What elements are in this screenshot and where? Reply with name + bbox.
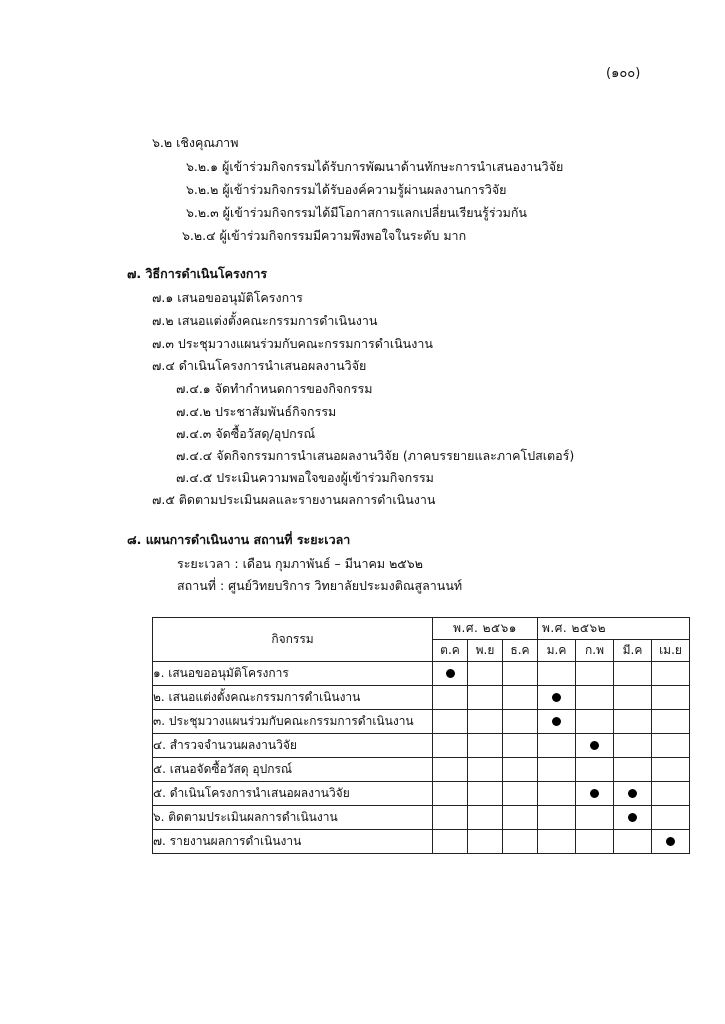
schedule-cell [503,806,538,830]
table-row [153,710,690,734]
schedule-cell [614,806,652,830]
section-7-item: ๗.๔ ดำเนินโครงการนำเสนอผลงานวิจัย [152,358,367,373]
schedule-dot-marker [446,669,455,678]
schedule-dot-marker [666,837,675,846]
table-row [153,806,690,830]
table-row [153,830,690,854]
month-header: ธ.ค [503,640,538,662]
schedule-cell [538,662,576,686]
month-header: ม.ค [538,640,576,662]
section-8-title: ๘. แผนการดำเนินงาน สถานที่ ระยะเวลา [127,532,351,547]
schedule-cell [433,806,468,830]
schedule-cell [614,734,652,758]
activity-cell: ๑. เสนอขออนุมัติโครงการ [153,662,433,686]
schedule-cell [576,806,614,830]
schedule-cell [503,662,538,686]
table-row [153,782,690,806]
year-header: พ.ศ. ๒๕๖๒ [538,618,690,640]
activity-cell: ๔. สำรวจจำนวนผลงานวิจัย [153,734,433,758]
schedule-cell [433,686,468,710]
month-header: ก.พ [576,640,614,662]
section-7-item: ๗.๒ เสนอแต่งตั้งคณะกรรมการดำเนินงาน [152,313,378,328]
activity-cell: ๓. ประชุมวางแผนร่วมกับคณะกรรมการดำเนินงาน [153,710,433,734]
schedule-cell [614,758,652,782]
schedule-cell [468,830,503,854]
schedule-cell [468,662,503,686]
table-row [153,686,690,710]
section-6-2-item: ๖.๒.๔ ผู้เข้าร่วมกิจกรรมมีความพึงพอใจในระดับ มาก [182,228,467,243]
section-6-2-item: ๖.๒.๒ ผู้เข้าร่วมกิจกรรมได้รับองค์ความรู้ผ่านผลงานการวิจัย [186,182,507,197]
schedule-cell [576,734,614,758]
schedule-cell [433,830,468,854]
schedule-cell [468,734,503,758]
schedule-cell [652,662,690,686]
section-7-subitem: ๗.๔.๒ ประชาสัมพันธ์กิจกรรม [176,404,337,419]
schedule-cell [652,686,690,710]
section-7-subitem: ๗.๔.๓ จัดซื้อวัสดุ/อุปกรณ์ [176,426,316,441]
schedule-cell [576,758,614,782]
schedule-cell [433,662,468,686]
page-number: (๑๐๐) [606,66,641,81]
schedule-cell [433,758,468,782]
month-header: พ.ย [468,640,503,662]
schedule-cell [652,830,690,854]
section-6-2-item: ๖.๒.๓ ผู้เข้าร่วมกิจกรรมได้มีโอกาสการแลกเปลี่ยนเรียนรู้ร่วมกัน [186,205,527,220]
schedule-cell [576,710,614,734]
schedule-cell [614,662,652,686]
plan-table-body [153,662,690,854]
schedule-cell [433,782,468,806]
schedule-cell [614,686,652,710]
section-7-item: ๗.๕ ติดตามประเมินผลและรายงานผลการดำเนินงาน [152,492,436,507]
month-header: ต.ค [433,640,468,662]
section-7-subitem: ๗.๔.๔ จัดกิจกรรมการนำเสนอผลงานวิจัย (ภาคบรรยายและภาคโปสเตอร์) [176,448,575,463]
schedule-cell [503,830,538,854]
schedule-cell [538,806,576,830]
schedule-cell [538,686,576,710]
schedule-cell [652,782,690,806]
schedule-cell [433,734,468,758]
section-7-subitem: ๗.๔.๑ จัดทำกำหนดการของกิจกรรม [176,381,373,396]
schedule-cell [576,782,614,806]
section-7-title: ๗. วิธีการดำเนินโครงการ [127,266,268,281]
schedule-cell [468,782,503,806]
schedule-cell [433,710,468,734]
schedule-cell [468,758,503,782]
activity-cell: ๒. เสนอแต่งตั้งคณะกรรมการดำเนินงาน [153,686,433,710]
schedule-cell [576,662,614,686]
activity-cell: ๕. ดำเนินโครงการนำเสนอผลงานวิจัย [153,782,433,806]
schedule-cell [576,830,614,854]
schedule-period: ระยะเวลา : เดือน กุมภาพันธ์ – มีนาคม ๒๕๖๒ [177,556,423,571]
section-6-2-title: ๖.๒ เชิงคุณภาพ [152,135,239,150]
schedule-cell [652,806,690,830]
schedule-dot-marker [590,789,599,798]
year-header: พ.ศ. ๒๕๖๑ [433,618,538,640]
schedule-cell [538,710,576,734]
schedule-cell [652,734,690,758]
month-header: เม.ย [652,640,690,662]
schedule-dot-marker [552,717,561,726]
table-row [153,758,690,782]
activity-cell: ๗. รายงานผลการดำเนินงาน [153,830,433,854]
plan-table [152,617,690,854]
schedule-dot-marker [628,813,637,822]
schedule-cell [468,686,503,710]
schedule-cell [468,710,503,734]
schedule-cell [538,758,576,782]
schedule-place: สถานที่ : ศูนย์วิทยบริการ วิทยาลัยประมงติณสูลานนท์ [177,578,463,593]
schedule-cell [503,710,538,734]
schedule-cell [538,830,576,854]
schedule-cell [503,758,538,782]
schedule-cell [538,782,576,806]
schedule-cell [503,734,538,758]
section-7-item: ๗.๓ ประชุมวางแผนร่วมกับคณะกรรมการดำเนินงาน [152,336,433,351]
section-7-subitem: ๗.๔.๕ ประเมินความพอใจของผู้เข้าร่วมกิจกรรม [176,470,434,485]
schedule-cell [614,710,652,734]
month-header: มี.ค [614,640,652,662]
schedule-cell [652,758,690,782]
schedule-dot-marker [552,693,561,702]
schedule-cell [538,734,576,758]
schedule-cell [503,686,538,710]
section-6-2-item: ๖.๒.๑ ผู้เข้าร่วมกิจกรรมได้รับการพัฒนาด้านทักษะการนำเสนองานวิจัย [186,159,564,174]
schedule-cell [614,782,652,806]
activity-cell: ๖. ติดตามประเมินผลการดำเนินงาน [153,806,433,830]
schedule-cell [468,806,503,830]
schedule-cell [652,710,690,734]
schedule-dot-marker [628,789,637,798]
table-row [153,734,690,758]
activity-header: กิจกรรม [153,618,433,662]
schedule-cell [503,782,538,806]
table-row [153,662,690,686]
schedule-cell [614,830,652,854]
schedule-cell [576,686,614,710]
activity-cell: ๕. เสนอจัดซื้อวัสดุ อุปกรณ์ [153,758,433,782]
section-7-item: ๗.๑ เสนอขออนุมัติโครงการ [152,290,303,305]
schedule-dot-marker [590,741,599,750]
